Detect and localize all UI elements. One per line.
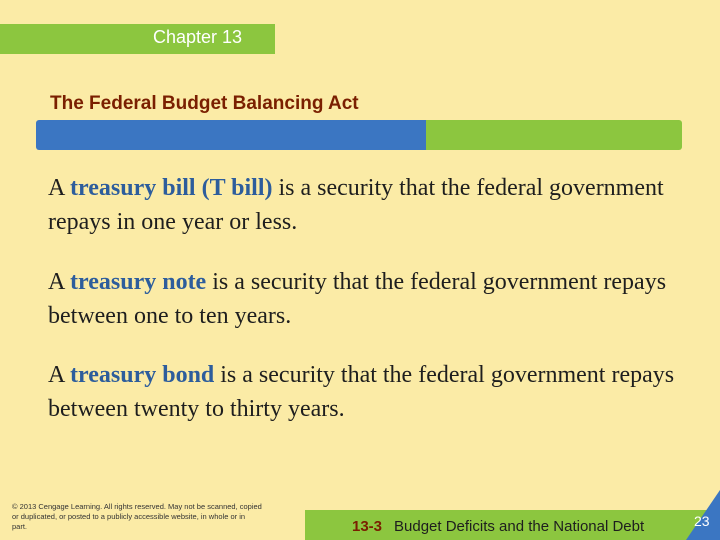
definition-prefix: A <box>48 175 71 201</box>
definition-treasury-note <box>48 265 688 333</box>
definition-text: is a security that the federal government repays between twenty to thirty years. <box>48 362 675 422</box>
copyright-notice: © 2013 Cengage Learning. All rights reserved. May not be scanned, copied or duplicated, or posted to a publicly accessible website, in whole or in part. <box>12 502 262 531</box>
title-underline-green <box>426 120 682 150</box>
term-treasury-bond: treasury bond <box>70 362 215 388</box>
page-number: 23 <box>694 513 710 529</box>
chapter-label: Chapter 13 <box>153 27 243 47</box>
term-treasury-bill: treasury bill (T bill) <box>70 175 273 201</box>
chapter-tab <box>0 24 275 54</box>
footer-bar <box>305 510 707 540</box>
definition-prefix: A <box>48 362 71 388</box>
definition-text: is a security that the federal government repays in one year or less. <box>48 175 664 235</box>
slide-title: The Federal Budget Balancing Act <box>50 93 359 114</box>
term-treasury-note: treasury note <box>70 269 207 295</box>
definition-treasury-bond <box>48 358 688 426</box>
definition-treasury-bill <box>48 171 688 239</box>
footer-section-code: 13-3 <box>352 518 383 535</box>
definition-text: is a security that the federal government repays between one to ten years. <box>48 269 667 329</box>
title-underline-blue <box>36 120 426 150</box>
footer-section-title: Budget Deficits and the National Debt <box>394 518 645 535</box>
definition-prefix: A <box>48 269 71 295</box>
